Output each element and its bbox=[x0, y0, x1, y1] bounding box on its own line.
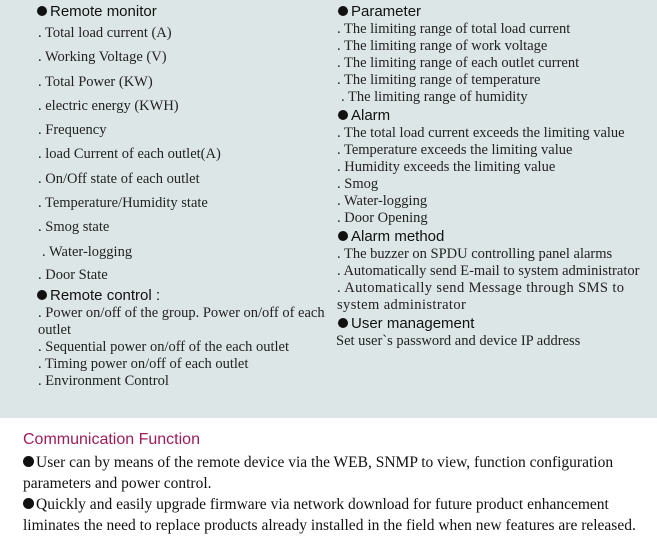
list-item: . Humidity exceeds the limiting value bbox=[337, 159, 556, 175]
list-item: . Timing power on/off of each outlet bbox=[38, 355, 249, 372]
list-item: . Water-logging bbox=[42, 243, 133, 260]
bullet-icon bbox=[23, 498, 34, 509]
list-item: . Water-logging bbox=[337, 193, 428, 209]
list-item: . Smog state bbox=[38, 219, 110, 236]
bullet-icon bbox=[338, 318, 348, 328]
alarm-heading: Alarm bbox=[337, 106, 655, 125]
parameter-list bbox=[337, 21, 655, 106]
list-item: . Automatically send E-mail to system administrator bbox=[337, 263, 640, 279]
list-item: . The total load current exceeds the limiting value bbox=[337, 125, 625, 141]
communication-paragraph: Quickly and easily upgrade firmware via network download for future product enhancement liminates the need to replace products already installed in the field when new features are released. bbox=[23, 496, 636, 534]
bullet-icon bbox=[338, 6, 348, 16]
parameter-heading: Parameter bbox=[337, 2, 655, 21]
user-management-heading: User management bbox=[337, 314, 655, 333]
right-column bbox=[337, 2, 655, 350]
list-item: . Automatically send Message through SMS to system administrator bbox=[337, 280, 625, 313]
list-item: . The limiting range of total load current bbox=[337, 21, 571, 37]
list-item: . Total load current (A) bbox=[38, 25, 172, 41]
remote-monitor-heading: Remote monitor bbox=[36, 2, 326, 21]
bullet-icon bbox=[338, 231, 348, 241]
list-item: . The limiting range of work voltage bbox=[337, 38, 548, 54]
list-item: . Temperature exceeds the limiting value bbox=[337, 142, 573, 158]
list-item: . Temperature/Humidity state bbox=[38, 195, 208, 212]
list-item: . Smog bbox=[337, 176, 379, 192]
remote-control-heading: Remote control : bbox=[36, 286, 326, 305]
list-item: . Working Voltage (V) bbox=[38, 49, 167, 66]
remote-monitor-list bbox=[36, 21, 326, 286]
list-item: . Total Power (KW) bbox=[38, 73, 153, 90]
bullet-icon bbox=[37, 6, 47, 16]
list-item: . The limiting range of temperature bbox=[337, 72, 541, 88]
list-item: . Frequency bbox=[38, 122, 107, 139]
list-item: . Door Opening bbox=[337, 210, 428, 226]
bullet-icon bbox=[338, 110, 348, 120]
list-item: . Power on/off of the group. Power on/off of each outlet bbox=[38, 304, 325, 338]
list-item: . Environment Control bbox=[38, 372, 169, 389]
list-item: . On/Off state of each outlet bbox=[38, 170, 200, 187]
communication-section bbox=[23, 430, 653, 536]
communication-title: Communication Function bbox=[23, 431, 200, 448]
remote-control-list bbox=[36, 305, 326, 390]
alarm-list bbox=[337, 125, 655, 227]
alarm-method-heading: Alarm method bbox=[337, 227, 655, 246]
bullet-icon bbox=[37, 290, 47, 300]
alarm-method-list bbox=[337, 246, 655, 314]
list-item: . Sequential power on/off of the each outlet bbox=[38, 338, 289, 355]
list-item: . load Current of each outlet(A) bbox=[38, 146, 221, 163]
list-item: . The limiting range of humidity bbox=[341, 89, 528, 105]
list-item: . The limiting range of each outlet current bbox=[337, 55, 580, 71]
list-item: . The buzzer on SPDU controlling panel alarms bbox=[337, 246, 613, 262]
bullet-icon bbox=[23, 456, 34, 467]
communication-paragraph: User can by means of the remote device via the WEB, SNMP to view, function configuration parameters and power control. bbox=[23, 454, 614, 492]
left-column bbox=[36, 2, 326, 390]
user-management-text: Set user`s password and device IP address bbox=[336, 333, 581, 349]
list-item: . electric energy (KWH) bbox=[38, 97, 179, 114]
list-item: . Door State bbox=[38, 266, 108, 283]
